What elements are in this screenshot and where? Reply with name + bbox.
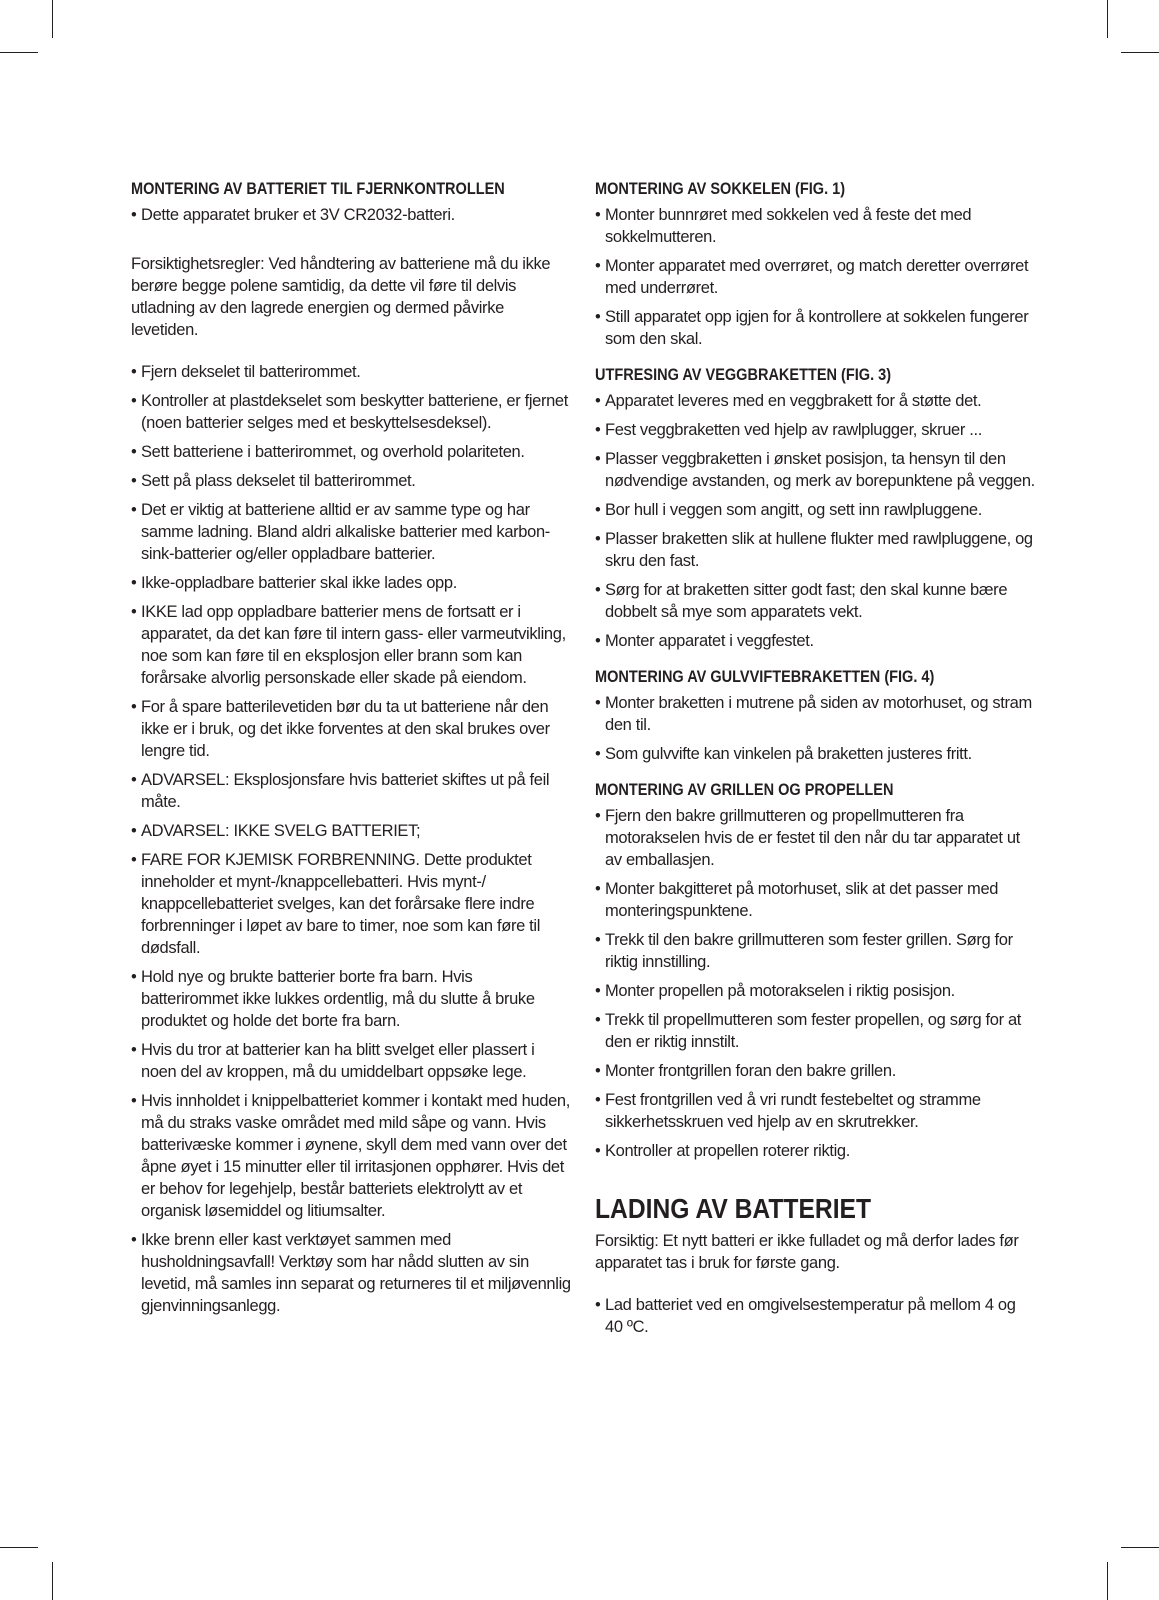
list-item: • Kontroller at propellen roterer riktig. <box>595 1140 1035 1162</box>
list-item: • FARE FOR KJEMISK FORBRENNING. Dette produktet inneholder et mynt-/knappcellebatteri. Hvis mynt-/ knappcellebatteriet svelges, kan det forårsake flere indre forbrenninger i løpet av bare to timer, noe som kan føre til dødsfall. <box>131 849 571 959</box>
list-item: • Apparatet leveres med en veggbrakett for å støtte det. <box>595 390 1035 412</box>
list-item: • Ikke brenn eller kast verktøyet sammen med husholdningsavfall! Verktøy som har nådd slutten av sin levetid, må samles inn separat og returneres til et miljøvennlig gjenvinningsanlegg. <box>131 1229 571 1317</box>
crop-mark-bottom-left-vertical <box>52 1562 53 1600</box>
list-item: • ADVARSEL: IKKE SVELG BATTERIET; <box>131 820 571 842</box>
remote-battery-list <box>131 361 571 1317</box>
floor-bracket-list <box>595 692 1035 765</box>
list-item: • Fest frontgrillen ved å vri rundt festebeltet og stramme sikkerhetsskruen ved hjelp av en skrutrekker. <box>595 1089 1035 1133</box>
charging-section <box>595 1192 1035 1338</box>
list-item: • Som gulvvifte kan vinkelen på braketten justeres fritt. <box>595 743 1035 765</box>
list-item: • Monter braketten i mutrene på siden av motorhuset, og stram den til. <box>595 692 1035 736</box>
crop-mark-top-left-vertical <box>52 0 53 38</box>
remote-battery-heading: MONTERING AV BATTERIET TIL FJERNKONTROLLEN <box>131 180 505 198</box>
floor-bracket-section <box>595 666 1035 765</box>
list-item: • Fjern den bakre grillmutteren og propellmutteren fra motorakselen hvis de er festet til den når du tar apparatet ut av emballasjen. <box>595 805 1035 871</box>
wall-bracket-heading: UTFRESING AV VEGGBRAKETTEN (FIG. 3) <box>595 366 892 384</box>
battery-caution-paragraph: Forsiktighetsregler: Ved håndtering av batteriene må du ikke berøre begge polene samtidig, da dette vil føre til delvis utladning av den lagrede energien og dermed påvirke levetiden. <box>131 255 551 339</box>
list-item: • Hold nye og brukte batterier borte fra barn. Hvis batterirommet ikke lukkes ordentlig, må du slutte å bruke produktet og holde det borte fra barn. <box>131 966 571 1032</box>
list-item: • Kontroller at plastdekselet som beskytter batteriene, er fjernet (noen batterier selges med et beskyttelsesdeksel). <box>131 390 571 434</box>
crop-mark-bottom-right-horizontal <box>1121 1547 1159 1548</box>
list-item: • Hvis du tror at batterier kan ha blitt svelget eller plassert i noen del av kroppen, må du umiddelbart oppsøke lege. <box>131 1039 571 1083</box>
remote-battery-intro-list <box>131 204 571 226</box>
list-item: • Hvis innholdet i knippelbatteriet kommer i kontakt med huden, må du straks vaske området med mild såpe og vann. Hvis batterivæske kommer i øynene, skyll dem med vann over det åpne øyet i 15 minutter eller til irritasjonen opphører. Hvis det er behov for legehjelp, består batteriets elektrolytt av et organisk løsemiddel og litiumsalter. <box>131 1090 571 1222</box>
list-item: • Ikke-oppladbare batterier skal ikke lades opp. <box>131 572 571 594</box>
list-item: • Fjern dekselet til batterirommet. <box>131 361 571 383</box>
list-item: • Sett batteriene i batterirommet, og overhold polariteten. <box>131 441 571 463</box>
wall-bracket-list <box>595 390 1035 652</box>
list-item: • Plasser braketten slik at hullene flukter med rawlpluggene, og skru den fast. <box>595 528 1035 572</box>
crop-mark-top-left-horizontal <box>0 52 38 53</box>
list-item: • Monter propellen på motorakselen i riktig posisjon. <box>595 980 1035 1002</box>
right-column <box>595 178 1035 1345</box>
wall-bracket-section <box>595 364 1035 652</box>
crop-mark-bottom-left-horizontal <box>0 1547 38 1548</box>
list-item: • Lad batteriet ved en omgivelsestemperatur på mellom 4 og 40 ºC. <box>595 1294 1035 1338</box>
grill-propeller-list <box>595 805 1035 1162</box>
list-item: • Bor hull i veggen som angitt, og sett inn rawlpluggene. <box>595 499 1035 521</box>
crop-mark-top-right-horizontal <box>1121 52 1159 53</box>
base-assembly-list <box>595 204 1035 350</box>
base-assembly-heading: MONTERING AV SOKKELEN (FIG. 1) <box>595 180 846 198</box>
list-item: • Monter apparatet med overrøret, og match deretter overrøret med underrøret. <box>595 255 1035 299</box>
list-item: • Still apparatet opp igjen for å kontrollere at sokkelen fungerer som den skal. <box>595 306 1035 350</box>
floor-bracket-heading: MONTERING AV GULVVIFTEBRAKETTEN (FIG. 4) <box>595 668 935 686</box>
list-item: • Monter bunnrøret med sokkelen ved å feste det med sokkelmutteren. <box>595 204 1035 248</box>
crop-mark-top-right-vertical <box>1107 0 1108 38</box>
list-item: • IKKE lad opp oppladbare batterier mens de fortsatt er i apparatet, da det kan føre til intern gass- eller varmeutvikling, noe som kan føre til en eksplosjon eller brann som kan forårsake alvorlig personskade eller skade på eiendom. <box>131 601 571 689</box>
list-item: • Sørg for at braketten sitter godt fast; den skal kunne bære dobbelt så mye som apparatets vekt. <box>595 579 1035 623</box>
charging-list <box>595 1294 1035 1338</box>
list-item: • Det er viktig at batteriene alltid er av samme type og har samme ladning. Bland aldri alkaliske batterier med karbon-sink-batterier og/eller oppladbare batterier. <box>131 499 571 565</box>
grill-propeller-section <box>595 779 1035 1162</box>
list-item: • Dette apparatet bruker et 3V CR2032-batteri. <box>131 204 571 226</box>
list-item: • Monter apparatet i veggfestet. <box>595 630 1035 652</box>
base-assembly-section <box>595 178 1035 350</box>
list-item: • Trekk til propellmutteren som fester propellen, og sørg for at den er riktig innstilt. <box>595 1009 1035 1053</box>
list-item: • For å spare batterilevetiden bør du ta ut batteriene når den ikke er i bruk, og det ikke forventes at den skal brukes over lengre tid. <box>131 696 571 762</box>
charging-title: LADING AV BATTERIET <box>595 1193 872 1224</box>
list-item: • Monter frontgrillen foran den bakre grillen. <box>595 1060 1035 1082</box>
list-item: • Fest veggbraketten ved hjelp av rawlplugger, skruer ... <box>595 419 1035 441</box>
list-item: • Trekk til den bakre grillmutteren som fester grillen. Sørg for riktig innstilling. <box>595 929 1035 973</box>
list-item: • Plasser veggbraketten i ønsket posisjon, ta hensyn til den nødvendige avstanden, og merk av borepunktene på veggen. <box>595 448 1035 492</box>
list-item: • ADVARSEL: Eksplosjonsfare hvis batteriet skiftes ut på feil måte. <box>131 769 571 813</box>
crop-mark-bottom-right-vertical <box>1107 1562 1108 1600</box>
list-item: • Sett på plass dekselet til batterirommet. <box>131 470 571 492</box>
grill-propeller-heading: MONTERING AV GRILLEN OG PROPELLEN <box>595 781 894 799</box>
left-column <box>131 178 571 1324</box>
charging-caution-paragraph: Forsiktig: Et nytt batteri er ikke fulladet og må derfor lades før apparatet tas i bruk for første gang. <box>595 1232 1019 1272</box>
list-item: • Monter bakgitteret på motorhuset, slik at det passer med monteringspunktene. <box>595 878 1035 922</box>
